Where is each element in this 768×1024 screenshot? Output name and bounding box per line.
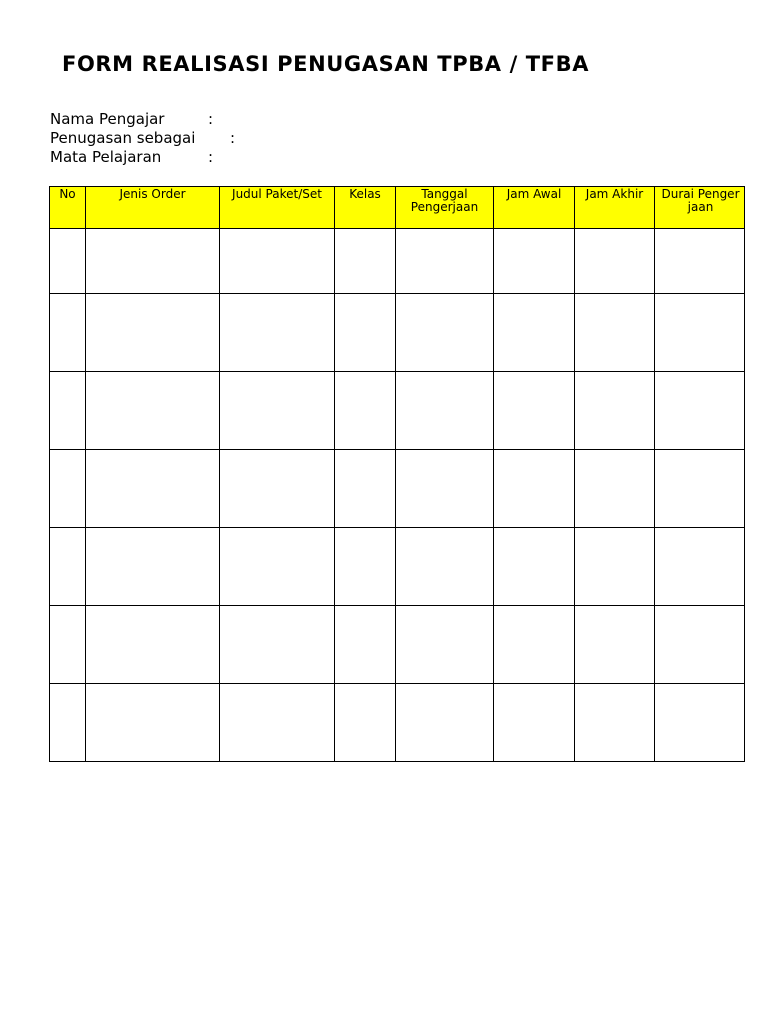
table-cell[interactable] bbox=[86, 606, 220, 684]
table-cell[interactable] bbox=[655, 372, 745, 450]
table-cell[interactable] bbox=[86, 450, 220, 528]
table-cell[interactable] bbox=[220, 229, 335, 294]
table-cell[interactable] bbox=[655, 294, 745, 372]
table-cell[interactable] bbox=[335, 606, 396, 684]
header-durai-pengerjaan: Durai Pengerjaan bbox=[655, 187, 745, 229]
table-cell[interactable] bbox=[655, 229, 745, 294]
table-cell[interactable] bbox=[575, 294, 655, 372]
table-row bbox=[50, 229, 745, 294]
realisasi-table bbox=[49, 186, 745, 762]
field-label: Penugasan sebagai bbox=[50, 129, 196, 147]
field-colon: : bbox=[230, 129, 236, 147]
table-cell[interactable] bbox=[86, 229, 220, 294]
table-cell[interactable] bbox=[655, 684, 745, 762]
table-cell[interactable] bbox=[220, 684, 335, 762]
table-cell[interactable] bbox=[220, 606, 335, 684]
header-jam-awal: Jam Awal bbox=[494, 187, 575, 229]
table-cell[interactable] bbox=[50, 450, 86, 528]
table-row bbox=[50, 450, 745, 528]
table-row bbox=[50, 528, 745, 606]
table-row bbox=[50, 684, 745, 762]
table-cell[interactable] bbox=[50, 606, 86, 684]
field-penugasan-sebagai bbox=[50, 129, 236, 147]
table-cell[interactable] bbox=[396, 372, 494, 450]
table-cell[interactable] bbox=[335, 684, 396, 762]
table-cell[interactable] bbox=[494, 606, 575, 684]
table-cell[interactable] bbox=[494, 528, 575, 606]
table-cell[interactable] bbox=[220, 372, 335, 450]
table-cell[interactable] bbox=[396, 606, 494, 684]
table-cell[interactable] bbox=[655, 606, 745, 684]
table-cell[interactable] bbox=[220, 528, 335, 606]
table-cell[interactable] bbox=[335, 450, 396, 528]
table-cell[interactable] bbox=[575, 528, 655, 606]
table-cell[interactable] bbox=[86, 372, 220, 450]
table-cell[interactable] bbox=[396, 528, 494, 606]
table-cell[interactable] bbox=[655, 450, 745, 528]
table-cell[interactable] bbox=[50, 294, 86, 372]
header-kelas: Kelas bbox=[335, 187, 396, 229]
table-row bbox=[50, 372, 745, 450]
table-cell[interactable] bbox=[575, 372, 655, 450]
table-cell[interactable] bbox=[220, 294, 335, 372]
field-colon: : bbox=[208, 110, 214, 128]
table-cell[interactable] bbox=[220, 450, 335, 528]
field-mata-pelajaran bbox=[50, 148, 214, 166]
table-cell[interactable] bbox=[335, 372, 396, 450]
table-cell[interactable] bbox=[50, 528, 86, 606]
header-judul-paket-set: Judul Paket/Set bbox=[220, 187, 335, 229]
header-jam-akhir: Jam Akhir bbox=[575, 187, 655, 229]
table-cell[interactable] bbox=[335, 528, 396, 606]
header-tanggal-pengerjaan: Tanggal Pengerjaan bbox=[396, 187, 494, 229]
table-cell[interactable] bbox=[396, 229, 494, 294]
table-cell[interactable] bbox=[396, 684, 494, 762]
table-cell[interactable] bbox=[86, 528, 220, 606]
field-label: Nama Pengajar bbox=[50, 110, 165, 128]
table-cell[interactable] bbox=[494, 294, 575, 372]
table-cell[interactable] bbox=[50, 684, 86, 762]
table-row bbox=[50, 294, 745, 372]
table-cell[interactable] bbox=[494, 450, 575, 528]
table-cell[interactable] bbox=[575, 606, 655, 684]
table-cell[interactable] bbox=[494, 684, 575, 762]
table-cell[interactable] bbox=[575, 229, 655, 294]
field-label: Mata Pelajaran bbox=[50, 148, 162, 166]
table-cell[interactable] bbox=[86, 684, 220, 762]
field-nama-pengajar bbox=[50, 110, 214, 128]
form-title: FORM REALISASI PENUGASAN TPBA / TFBA bbox=[62, 52, 590, 76]
field-colon: : bbox=[208, 148, 214, 166]
header-no: No bbox=[50, 187, 86, 229]
table-cell[interactable] bbox=[335, 229, 396, 294]
table-cell[interactable] bbox=[50, 229, 86, 294]
table-cell[interactable] bbox=[494, 372, 575, 450]
table-cell[interactable] bbox=[50, 372, 86, 450]
table-cell[interactable] bbox=[575, 684, 655, 762]
header-jenis-order: Jenis Order bbox=[86, 187, 220, 229]
table-cell[interactable] bbox=[335, 294, 396, 372]
table-cell[interactable] bbox=[494, 229, 575, 294]
table-cell[interactable] bbox=[575, 450, 655, 528]
table-cell[interactable] bbox=[86, 294, 220, 372]
table-row bbox=[50, 606, 745, 684]
table-cell[interactable] bbox=[655, 528, 745, 606]
table-cell[interactable] bbox=[396, 450, 494, 528]
table-cell[interactable] bbox=[396, 294, 494, 372]
table-header-row bbox=[50, 187, 745, 229]
